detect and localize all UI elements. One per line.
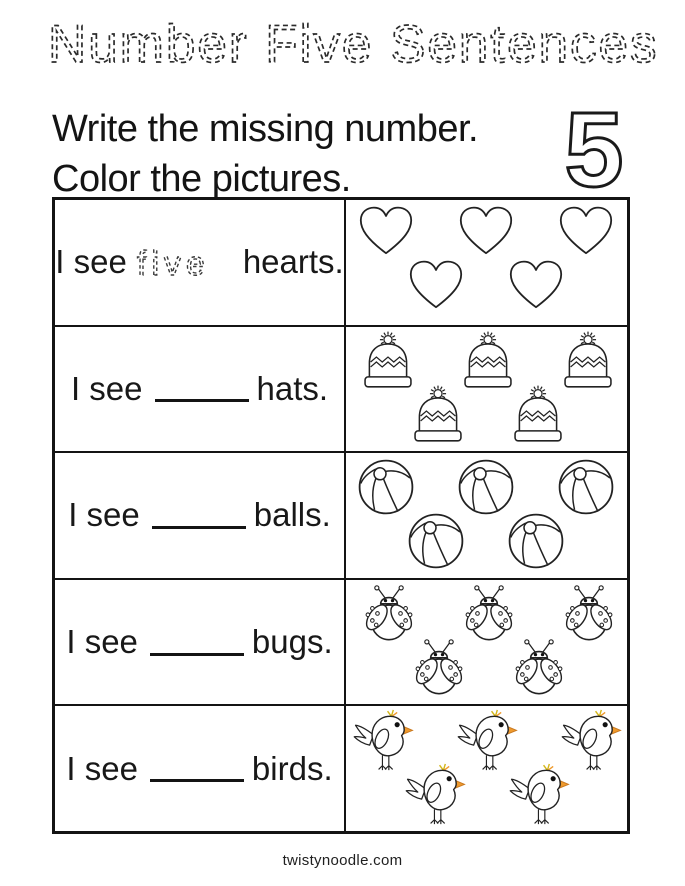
page-title: Number Five Sentences bbox=[48, 15, 659, 74]
winter-hat-icon bbox=[556, 331, 620, 393]
sentence-suffix: bugs. bbox=[251, 623, 333, 661]
site-credit: twistynoodle.com bbox=[282, 852, 403, 869]
answer-blank bbox=[152, 502, 246, 529]
instruction-line-2: Color the pictures. bbox=[52, 158, 351, 200]
sentence-prefix: I see bbox=[55, 243, 127, 281]
winter-hat-icon bbox=[406, 385, 470, 447]
sentence-suffix: balls. bbox=[253, 496, 331, 534]
table-row-hats bbox=[55, 325, 627, 452]
answer-blank bbox=[150, 629, 244, 656]
heart-icon bbox=[506, 258, 566, 312]
sentence-prefix: I see bbox=[66, 623, 138, 661]
pictures-cell-hats bbox=[344, 327, 627, 452]
beach-ball-icon bbox=[406, 511, 466, 571]
winter-hat-icon bbox=[356, 331, 420, 393]
big-number: 5 bbox=[564, 98, 624, 202]
pictures-cell-birds bbox=[344, 706, 627, 831]
bird-icon bbox=[402, 762, 472, 826]
sentence-hats bbox=[55, 327, 344, 452]
heart-icon bbox=[556, 204, 616, 258]
instruction-line-1: Write the missing number. bbox=[52, 108, 479, 150]
ladybug-icon bbox=[406, 638, 472, 702]
sentence-prefix: I see bbox=[70, 369, 143, 407]
heart-icon bbox=[406, 258, 466, 312]
winter-hat-icon bbox=[506, 385, 570, 447]
table-row-balls bbox=[55, 451, 627, 578]
sentence-suffix: birds. bbox=[251, 749, 333, 787]
beach-ball-icon bbox=[356, 457, 416, 517]
table-row-birds bbox=[55, 704, 627, 831]
table-row-bugs bbox=[55, 578, 627, 705]
sentence-birds bbox=[55, 706, 344, 831]
sentence-balls bbox=[55, 453, 344, 578]
worksheet-table bbox=[52, 197, 630, 834]
beach-ball-icon bbox=[456, 457, 516, 517]
sentence-hearts bbox=[55, 200, 344, 325]
beach-ball-icon bbox=[506, 511, 566, 571]
answer-blank bbox=[150, 755, 244, 782]
pictures-cell-balls bbox=[344, 453, 627, 578]
instructions bbox=[52, 104, 522, 204]
winter-hat-icon bbox=[456, 331, 520, 393]
heart-icon bbox=[456, 204, 516, 258]
heart-icon bbox=[356, 204, 416, 258]
answer-blank bbox=[155, 375, 249, 402]
svg-text:five: five bbox=[136, 245, 210, 284]
sentence-prefix: I see bbox=[68, 496, 140, 534]
bird-icon bbox=[506, 762, 576, 826]
sentence-prefix: I see bbox=[66, 749, 138, 787]
sentence-suffix: hearts. bbox=[242, 243, 344, 281]
sentence-suffix: hats. bbox=[256, 369, 329, 407]
table-row-hearts bbox=[55, 200, 627, 325]
bubble-number-five bbox=[548, 98, 640, 202]
pictures-cell-hearts bbox=[344, 200, 627, 325]
sentence-bugs bbox=[55, 580, 344, 705]
pictures-cell-bugs bbox=[344, 580, 627, 705]
traceable-title bbox=[44, 10, 684, 82]
ladybug-icon bbox=[506, 638, 572, 702]
beach-ball-icon bbox=[556, 457, 616, 517]
traceable-word-five bbox=[135, 245, 239, 285]
